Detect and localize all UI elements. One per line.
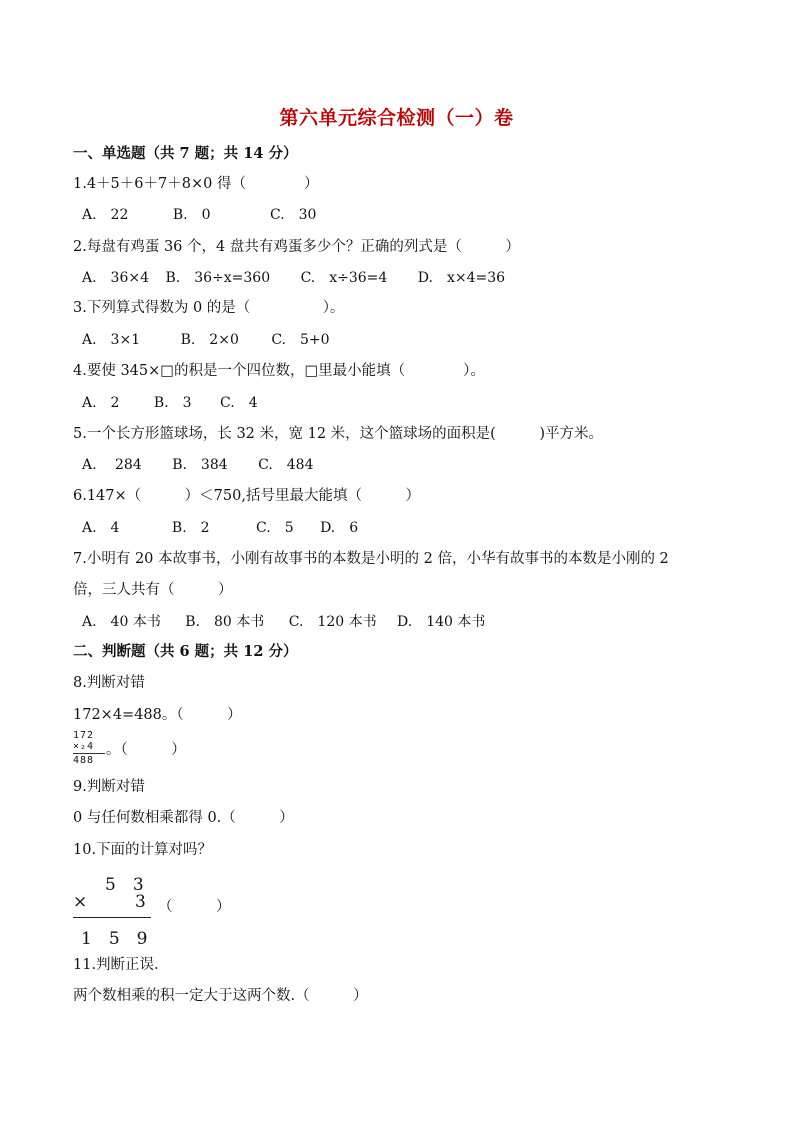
section-heading-true-false: 二、判断题（共 6 题；共 12 分） — [73, 643, 298, 660]
question-4-options — [82, 393, 280, 413]
question-7-line-1: 7.小明有 20 本故事书，小刚有故事书的本数是小明的 2 倍，小华有故事书的本数是小刚的 2 — [73, 551, 669, 567]
option[interactable]: A. 4 — [82, 520, 120, 536]
sum-line — [73, 917, 151, 918]
question-1-options — [82, 205, 338, 225]
question-1: 1.4＋5＋6＋7＋8×0 得（ ） — [73, 176, 319, 192]
option[interactable]: B. 2×0 — [180, 332, 239, 348]
question-8-statement-2-suffix: 。（ ） — [106, 742, 186, 758]
question-5-options — [82, 455, 336, 475]
multiplicand: 5 3 — [105, 875, 144, 895]
product: 488 — [73, 755, 95, 766]
multiplier: 3 — [135, 892, 146, 912]
question-4: 4.要使 345×□的积是一个四位数，□里最小能填（ ）。 — [73, 363, 485, 379]
multiplicand: 172 — [73, 730, 95, 741]
section-heading-single-choice: 一、单选题（共 7 题；共 14 分） — [73, 145, 298, 162]
option[interactable]: D. 140 本书 — [397, 614, 486, 630]
option[interactable]: A. 36×4 — [82, 270, 150, 286]
question-2-options — [82, 268, 527, 288]
question-6: 6.147×（ ）＜750,括号里最大能填（ ） — [73, 488, 420, 504]
option[interactable]: A. 3×1 — [82, 332, 141, 348]
option[interactable]: A. 40 本书 — [82, 614, 161, 630]
option[interactable]: B. 3 — [153, 395, 192, 411]
question-3: 3.下列算式得数为 0 的是（ ）。 — [73, 300, 345, 316]
option[interactable]: C. 484 — [258, 457, 314, 473]
option[interactable]: A. 22 — [82, 207, 129, 223]
question-10-vertical-multiplication — [73, 870, 153, 949]
option[interactable]: B. 36÷x=360 — [165, 270, 271, 286]
question-2: 2.每盘有鸡蛋 36 个，4 盘共有鸡蛋多少个？正确的列式是（ ） — [73, 239, 520, 255]
question-5: 5.一个长方形篮球场，长 32 米，宽 12 米，这个篮球场的面积是( )平方米。 — [73, 426, 603, 442]
option[interactable]: C. 30 — [269, 207, 317, 223]
question-6-options — [82, 518, 380, 538]
option[interactable]: A. 284 — [82, 457, 142, 473]
option[interactable]: C. x÷36=4 — [300, 270, 388, 286]
option[interactable]: D. x×4=36 — [417, 270, 506, 286]
option[interactable]: B. 2 — [171, 520, 210, 536]
question-7-line-2: 倍，三人共有（ ） — [73, 582, 233, 598]
option[interactable]: B. 384 — [172, 457, 228, 473]
question-3-options — [82, 330, 352, 350]
question-9-statement: 0 与任何数相乘都得 0.（ ） — [73, 810, 294, 826]
option[interactable]: C. 120 本书 — [288, 614, 377, 630]
question-8-vertical-multiplication — [73, 730, 109, 766]
multiplier: ×₂4 — [73, 741, 95, 752]
question-8-statement-1: 172×4=488。（ ） — [73, 707, 242, 723]
option[interactable]: C. 4 — [220, 395, 258, 411]
option[interactable]: A. 2 — [82, 395, 120, 411]
question-10-answer-bracket: （ ） — [158, 899, 231, 915]
option[interactable]: C. 5 — [256, 520, 294, 536]
page-title: 第六单元综合检测（一）卷 — [279, 107, 514, 129]
question-7-options — [82, 612, 507, 632]
option[interactable]: D. 6 — [320, 520, 359, 536]
option[interactable]: C. 5+0 — [271, 332, 330, 348]
option[interactable]: B. 0 — [172, 207, 211, 223]
option[interactable]: B. 80 本书 — [185, 614, 265, 630]
question-9-label: 9.判断对错 — [73, 779, 145, 795]
multiply-sign: × — [73, 892, 88, 912]
question-11-statement: 两个数相乘的积一定大于这两个数.（ ） — [73, 988, 368, 1004]
question-10-label: 10.下面的计算对吗？ — [73, 842, 213, 858]
product: 1 5 9 — [81, 929, 148, 949]
question-11-label: 11.判断正误. — [73, 957, 159, 973]
sum-line — [73, 753, 105, 754]
question-8-label: 8.判断对错 — [73, 675, 145, 691]
